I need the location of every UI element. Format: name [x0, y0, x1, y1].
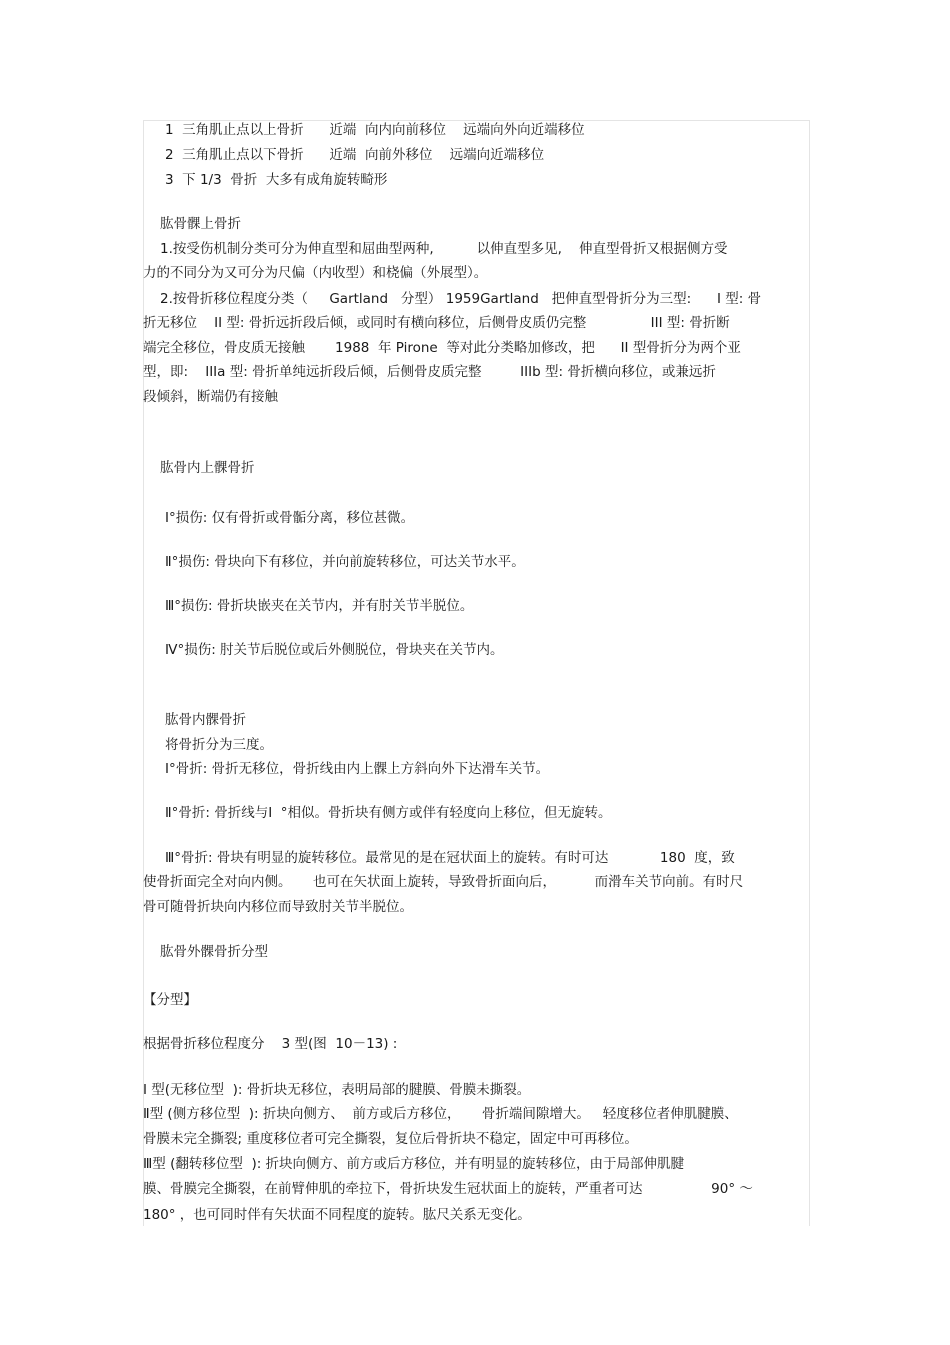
text-line: 膜、骨膜完全撕裂，在前臂伸肌的牵拉下，骨折块发生冠状面上的旋转，严重者可达 90° ～: [143, 1181, 753, 1197]
text-line: 180° ，也可同时伴有矢状面不同程度的旋转。肱尺关系无变化。: [143, 1207, 531, 1223]
text-line: Ⅰ°损伤: 仅有骨折或骨骺分离，移位甚微。: [165, 510, 415, 526]
text-line: Ⅲ型 (翻转移位型 ): 折块向侧方、前方或后方移位，并有明显的旋转移位，由于局部伸肌腱: [143, 1156, 685, 1172]
section-heading: 肱骨髁上骨折: [160, 216, 241, 232]
text-line: Ⅲ°损伤: 骨折块嵌夹在关节内，并有肘关节半脱位。: [165, 598, 474, 614]
text-line: Ⅲ°骨折: 骨块有明显的旋转移位。最常见的是在冠状面上的旋转。有时可达 180 度，致: [165, 850, 735, 866]
text-line: 2 三角肌止点以下骨折 近端 向前外移位 远端向近端移位: [165, 147, 545, 163]
section-heading: 肱骨内髁骨折: [165, 712, 246, 728]
text-line: Ⅱ型 (侧方移位型 ): 折块向侧方、 前方或后方移位， 骨折端间隙增大。 轻度移位者伸肌腱膜、: [143, 1106, 738, 1122]
section-heading: 肱骨外髁骨折分型: [160, 944, 268, 960]
text-line: 3 下 1/3 骨折 大多有成角旋转畸形: [165, 172, 388, 188]
text-line: 骨膜未完全撕裂; 重度移位者可完全撕裂，复位后骨折块不稳定，固定中可再移位。: [143, 1131, 638, 1147]
text-line: Ⅱ°损伤: 骨块向下有移位，并向前旋转移位，可达关节水平。: [165, 554, 525, 570]
text-line: 根据骨折移位程度分 3 型(图 10－13) :: [143, 1036, 398, 1052]
text-line: 将骨折分为三度。: [165, 737, 273, 753]
text-line: 骨可随骨折块向内移位而导致肘关节半脱位。: [143, 899, 413, 915]
page-frame: [143, 120, 810, 1226]
text-line: 端完全移位，骨皮质无接触 1988 年 Pirone 等对此分类略加修改，把 II 型骨折分为两个亚: [143, 340, 741, 356]
text-line: 型，即: IIIa 型: 骨折单纯远折段后倾，后侧骨皮质完整 IIIb 型: 骨折横向移位，或兼远折: [143, 364, 716, 380]
section-heading: 肱骨内上髁骨折: [160, 460, 255, 476]
text-line: 1.按受伤机制分类可分为伸直型和屈曲型两种, 以伸直型多见, 伸直型骨折又根据侧方受: [160, 241, 728, 257]
text-line: 2.按骨折移位程度分类（ Gartland 分型） 1959Gartland 把伸直型骨折分为三型: I 型: 骨: [160, 291, 762, 307]
text-line: 折无移位 II 型: 骨折远折段后倾，或同时有横向移位，后侧骨皮质仍完整 III 型: 骨折断: [143, 315, 730, 331]
text-line: I 型(无移位型 ): 骨折块无移位，表明局部的腱膜、骨膜未撕裂。: [143, 1082, 531, 1098]
text-line: Ⅱ°骨折: 骨折线与Ⅰ °相似。骨折块有侧方或伴有轻度向上移位，但无旋转。: [165, 805, 612, 821]
text-line: 1 三角肌止点以上骨折 近端 向内向前移位 远端向外向近端移位: [165, 122, 585, 138]
section-label: 【分型】: [143, 992, 197, 1008]
text-line: Ⅰ°骨折: 骨折无移位，骨折线由内上髁上方斜向外下达滑车关节。: [165, 761, 550, 777]
text-line: 力的不同分为又可分为尺偏（内收型）和桡偏（外展型）。: [143, 265, 488, 281]
text-line: 使骨折面完全对向内侧。 也可在矢状面上旋转，导致骨折面向后， 而滑车关节向前。有时尺: [143, 874, 744, 890]
text-line: Ⅳ°损伤: 肘关节后脱位或后外侧脱位，骨块夹在关节内。: [165, 642, 504, 658]
text-line: 段倾斜，断端仍有接触: [143, 389, 278, 405]
